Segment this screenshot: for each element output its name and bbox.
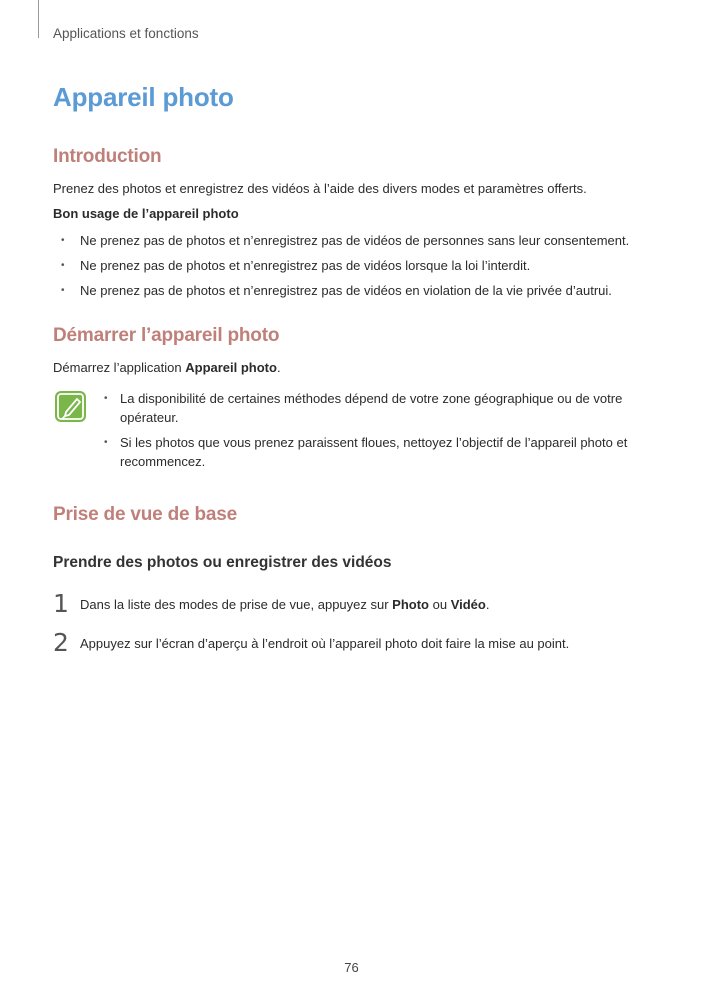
list-item <box>53 258 629 283</box>
bullet-text: Ne prenez pas de photos et n’enregistrez pas de vidéos de personnes sans leur consentement. <box>80 233 630 248</box>
page-title: Appareil photo <box>53 82 234 112</box>
start-text-before: Démarrez l’application <box>53 360 186 375</box>
bullet-text: Ne prenez pas de photos et n’enregistrez pas de vidéos lorsque la loi l’interdit. <box>80 258 531 273</box>
video-mode-label: Vidéo <box>450 597 486 612</box>
bullet-dot: • <box>61 260 65 271</box>
bullet-text: Ne prenez pas de photos et n’enregistrez pas de vidéos en violation de la vie privée d’autrui. <box>80 283 612 298</box>
header-rule <box>38 0 39 38</box>
header-section-label: Applications et fonctions <box>53 26 199 41</box>
list-item <box>100 389 660 427</box>
step-text-part: . <box>485 597 490 612</box>
introduction-subheading: Bon usage de l’appareil photo <box>53 206 239 221</box>
bullet-dot: • <box>104 393 108 404</box>
note-text: La disponibilité de certaines méthodes dépend de votre zone géographique ou de votre opérateur. <box>120 391 623 425</box>
note-list <box>100 389 660 477</box>
start-text-after: . <box>276 360 281 375</box>
note-text: Si les photos que vous prenez paraissent floues, nettoyez l’objectif de l’appareil photo et recommencez. <box>120 435 628 469</box>
start-camera-heading: Démarrer l’appareil photo <box>53 325 280 346</box>
list-item <box>53 283 629 308</box>
list-item <box>53 233 629 258</box>
bullet-dot: • <box>104 437 108 448</box>
basics-subheading: Prendre des photos ou enregistrer des vidéos <box>53 554 392 571</box>
step-number: 1 <box>53 589 69 618</box>
step-text-part: Dans la liste des modes de prise de vue, appuyez sur <box>80 597 393 612</box>
photo-mode-label: Photo <box>392 597 429 612</box>
bullet-dot: • <box>61 235 65 246</box>
step-text-part: ou <box>429 597 451 612</box>
basics-heading: Prise de vue de base <box>53 504 237 525</box>
bullet-dot: • <box>61 285 65 296</box>
introduction-text: Prenez des photos et enregistrez des vidéos à l’aide des divers modes et paramètres offerts. <box>53 181 587 196</box>
page-number: 76 <box>344 960 359 975</box>
start-camera-text <box>53 360 281 376</box>
list-item <box>100 433 660 471</box>
note-pencil-icon <box>54 390 87 423</box>
app-name: Appareil photo <box>185 360 277 375</box>
step-text <box>80 597 489 612</box>
step-number: 2 <box>53 628 69 657</box>
introduction-heading: Introduction <box>53 146 162 167</box>
introduction-bullet-list <box>53 233 629 308</box>
step-text: Appuyez sur l’écran d’aperçu à l’endroit où l’appareil photo doit faire la mise au point. <box>80 636 570 651</box>
